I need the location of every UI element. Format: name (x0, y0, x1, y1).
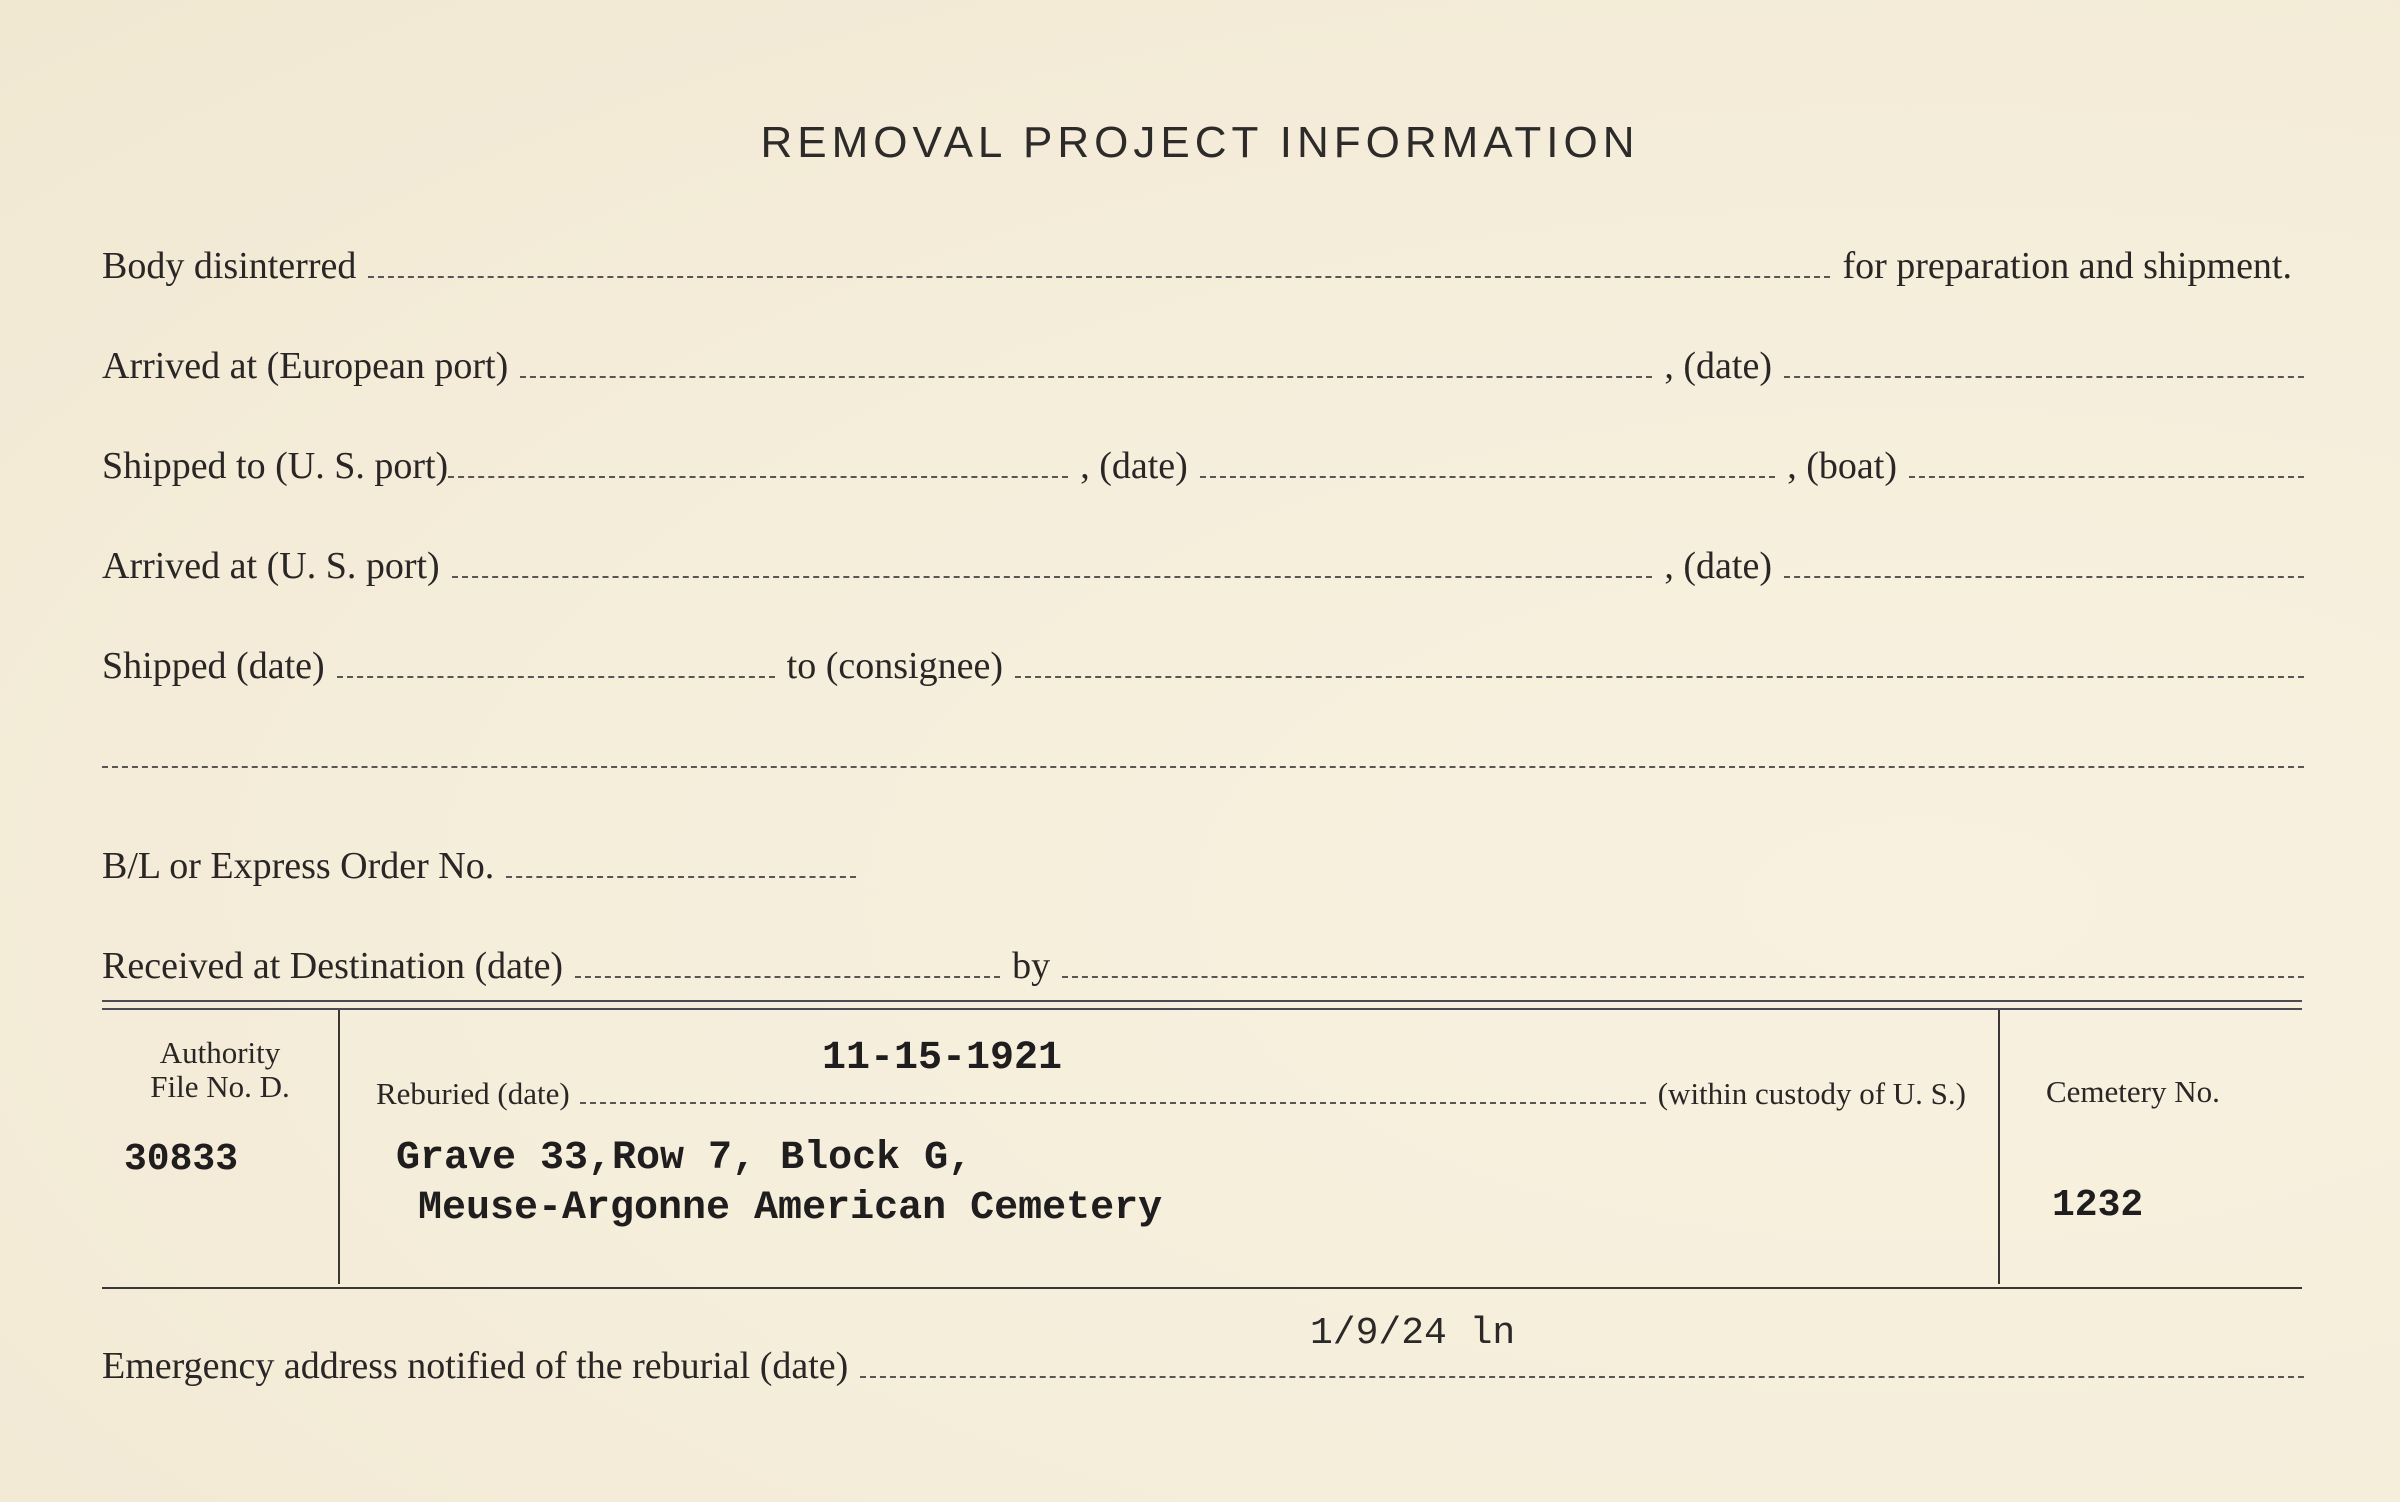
authority-file-value: 30833 (124, 1138, 239, 1181)
boat-field (1909, 476, 2304, 478)
custody-label: (within custody of U. S.) (1657, 1076, 1966, 1111)
arrived-european-date-label: , (date) (1664, 345, 1772, 387)
row-bl-order (102, 828, 2304, 888)
section-divider (102, 1000, 2302, 1010)
body-disinterred-field (368, 276, 1830, 278)
row-received-destination (102, 928, 2304, 988)
boat-label: , (boat) (1787, 445, 1897, 487)
grave-location-line1: Grave 33,Row 7, Block G, (396, 1136, 973, 1181)
shipped-us-label: Shipped to (U. S. port) (102, 445, 449, 487)
cemetery-no-value: 1232 (2052, 1184, 2144, 1227)
section-bottom-rule (102, 1287, 2302, 1289)
consignee-field (1015, 676, 2304, 678)
arrived-european-label: Arrived at (European port) (102, 345, 509, 387)
body-disinterred-suffix: for preparation and shipment. (1842, 245, 2292, 287)
column-divider-right (1998, 1010, 2000, 1284)
shipped-date-field (337, 676, 775, 678)
cemetery-no-label: Cemetery No. (2046, 1074, 2220, 1109)
arrived-us-label: Arrived at (U. S. port) (102, 545, 440, 587)
shipped-us-port-field (448, 476, 1068, 478)
reburied-label: Reburied (date) (376, 1076, 570, 1111)
reburied-date-value: 11-15-1921 (822, 1036, 1063, 1081)
shipped-date-label: Shipped (date) (102, 645, 325, 687)
row-shipped-date (102, 628, 2304, 688)
arrived-european-date-field (1784, 376, 2304, 378)
row-shipped-us (102, 428, 2304, 488)
authority-label-line2: File No. D. (150, 1069, 290, 1104)
shipped-us-date-field (1200, 476, 1775, 478)
shipped-us-date-label: , (date) (1080, 445, 1188, 487)
row-body-disinterred (102, 228, 2304, 288)
arrived-european-field (520, 376, 1652, 378)
authority-header (100, 1036, 340, 1104)
emergency-label: Emergency address notified of the reburial (date) (102, 1345, 849, 1387)
row-consignee-continued (102, 718, 2304, 778)
reburied-row (376, 1070, 1966, 1112)
emergency-date-value: 1/9/24 ln (1310, 1312, 1516, 1355)
row-emergency (102, 1328, 2304, 1388)
received-destination-label: Received at Destination (date) (102, 945, 564, 987)
card-title: REMOVAL PROJECT INFORMATION (760, 118, 1640, 167)
received-by-field (1062, 976, 2304, 978)
received-destination-date-field (575, 976, 1000, 978)
arrived-us-port-field (452, 576, 1653, 578)
emergency-date-field (860, 1376, 2304, 1378)
grave-location-line2: Meuse-Argonne American Cemetery (418, 1186, 1163, 1231)
row-arrived-european (102, 328, 2304, 388)
consignee-label: to (consignee) (786, 645, 1003, 687)
bl-order-field (506, 876, 856, 878)
consignee-continued-field (102, 766, 2304, 768)
bl-order-label: B/L or Express Order No. (102, 845, 495, 887)
authority-label-line1: Authority (159, 1035, 281, 1070)
body-disinterred-label: Body disinterred (102, 245, 357, 287)
by-label: by (1012, 945, 1051, 987)
arrived-us-date-field (1784, 576, 2304, 578)
row-arrived-us (102, 528, 2304, 588)
reburied-date-field (580, 1102, 1646, 1104)
arrived-us-date-label: , (date) (1664, 545, 1772, 587)
